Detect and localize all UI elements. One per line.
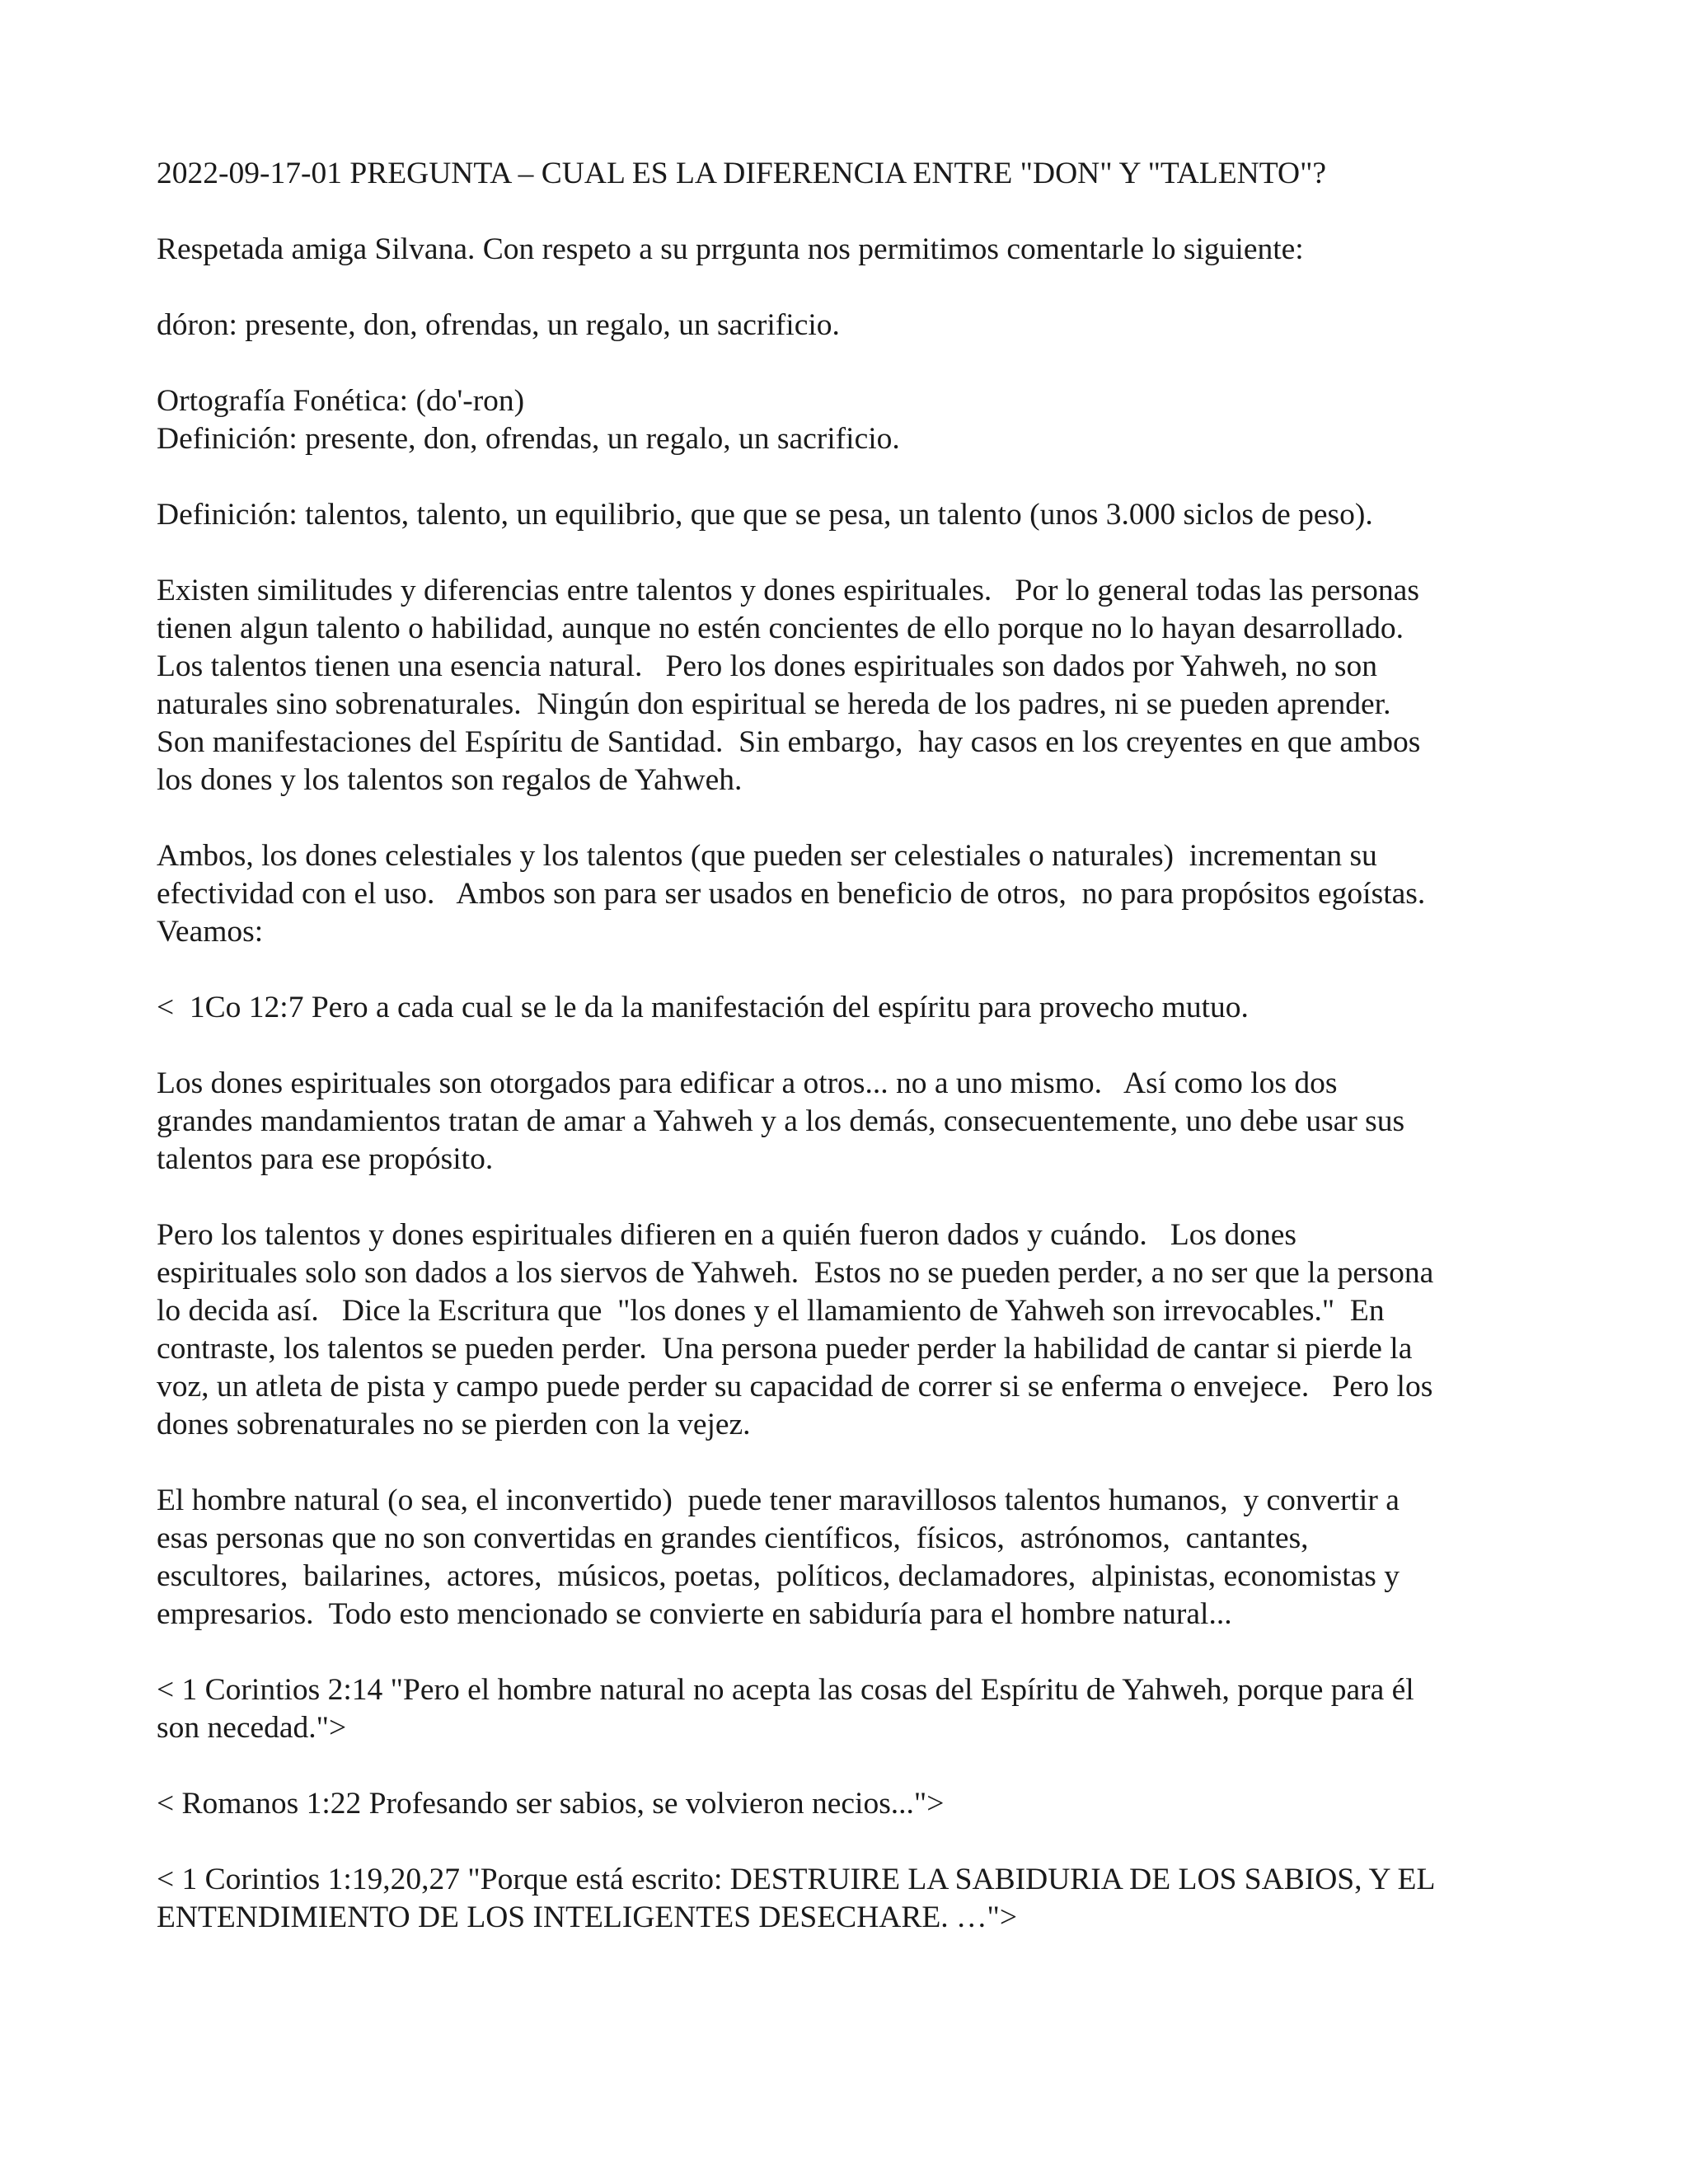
text-line: Definición: talentos, talento, un equilibrio, que que se pesa, un talento (unos 3.000 siclos de peso). [157, 498, 1373, 532]
text-line: son necedad."> [157, 1711, 347, 1745]
paragraph [157, 1065, 1541, 1179]
text-line: ENTENDIMIENTO DE LOS INTELIGENTES DESECHARE. …"> [157, 1900, 1017, 1934]
text-line: empresarios. Todo esto mencionado se convierte en sabiduría para el hombre natural... [157, 1597, 1232, 1631]
paragraph [157, 989, 1541, 1027]
paragraph [157, 382, 1541, 458]
text-line: < 1 Corintios 2:14 "Pero el hombre natural no acepta las cosas del Espíritu de Yahweh, porque para él [157, 1673, 1414, 1707]
text-line: Ortografía Fonética: (do'-ron) [157, 384, 525, 418]
text-line: tienen algun talento o habilidad, aunque no estén concientes de ello porque no lo hayan desarrollado. [157, 612, 1404, 645]
text-line: < 1Co 12:7 Pero a cada cual se le da la manifestación del espíritu para provecho mutuo. [157, 991, 1249, 1024]
text-line: Los dones espirituales son otorgados para edificar a otros... no a uno mismo. Así como los dos [157, 1066, 1338, 1100]
text-line: escultores, bailarines, actores, músicos, poetas, políticos, declamadores, alpinistas, economistas y [157, 1559, 1400, 1593]
text-line: Son manifestaciones del Espíritu de Santidad. Sin embargo, hay casos en los creyentes en que ambos [157, 725, 1421, 759]
paragraph [157, 231, 1541, 269]
paragraph [157, 1216, 1541, 1444]
paragraph [157, 1785, 1541, 1823]
text-line: contraste, los talentos se pueden perder. Una persona pueder perder la habilidad de cantar si pierde la [157, 1332, 1413, 1366]
text-line: Pero los talentos y dones espirituales difieren en a quién fueron dados y cuándo. Los dones [157, 1218, 1296, 1252]
text-line: voz, un atleta de pista y campo puede perder su capacidad de correr si se enferma o envejece. Pero los [157, 1370, 1433, 1404]
text-line: El hombre natural (o sea, el inconvertido) puede tener maravillosos talentos humanos, y convertir a [157, 1483, 1400, 1517]
paragraph [157, 1671, 1541, 1747]
paragraph [157, 1482, 1541, 1633]
text-line: espirituales solo son dados a los siervos de Yahweh. Estos no se pueden perder, a no ser que la persona [157, 1256, 1434, 1290]
text-line: los dones y los talentos son regalos de Yahweh. [157, 763, 743, 797]
paragraph [157, 572, 1541, 799]
text-line: Veamos: [157, 915, 264, 949]
text-line: efectividad con el uso. Ambos son para ser usados en beneficio de otros, no para propósitos egoístas. [157, 877, 1426, 911]
text-line: < 1 Corintios 1:19,20,27 "Porque está escrito: DESTRUIRE LA SABIDURIA DE LOS SABIOS, Y EL [157, 1863, 1436, 1896]
text-line: dones sobrenaturales no se pierden con la vejez. [157, 1408, 751, 1441]
text-line: < Romanos 1:22 Profesando ser sabios, se volvieron necios..."> [157, 1787, 945, 1821]
paragraph [157, 307, 1541, 344]
text-line: naturales sino sobrenaturales. Ningún don espiritual se hereda de los padres, ni se pueden aprender. [157, 687, 1391, 721]
paragraph [157, 1861, 1541, 1937]
document-title [157, 155, 1541, 193]
text-line: Los talentos tienen una esencia natural. Pero los dones espirituales son dados por Yahweh, no son [157, 649, 1377, 683]
paragraph [157, 837, 1541, 951]
text-line: 2022-09-17-01 PREGUNTA – CUAL ES LA DIFERENCIA ENTRE "DON" Y "TALENTO"? [157, 157, 1327, 190]
text-line: Definición: presente, don, ofrendas, un regalo, un sacrificio. [157, 422, 900, 456]
paragraph [157, 496, 1541, 534]
text-line: esas personas que no son convertidas en grandes científicos, físicos, astrónomos, cantantes, [157, 1521, 1309, 1555]
text-line: grandes mandamientos tratan de amar a Yahweh y a los demás, consecuentemente, uno debe usar sus [157, 1104, 1405, 1138]
text-line: dóron: presente, don, ofrendas, un regalo, un sacrificio. [157, 308, 840, 342]
text-line: talentos para ese propósito. [157, 1142, 494, 1176]
text-line: Existen similitudes y diferencias entre talentos y dones espirituales. Por lo general todas las personas [157, 574, 1419, 607]
text-line: Ambos, los dones celestiales y los talentos (que pueden ser celestiales o naturales) incrementan su [157, 839, 1377, 873]
document-page [157, 155, 1541, 1975]
text-line: lo decida así. Dice la Escritura que "los dones y el llamamiento de Yahweh son irrevocables." En [157, 1294, 1385, 1328]
text-line: Respetada amiga Silvana. Con respeto a su prrgunta nos permitimos comentarle lo siguiente: [157, 232, 1304, 266]
